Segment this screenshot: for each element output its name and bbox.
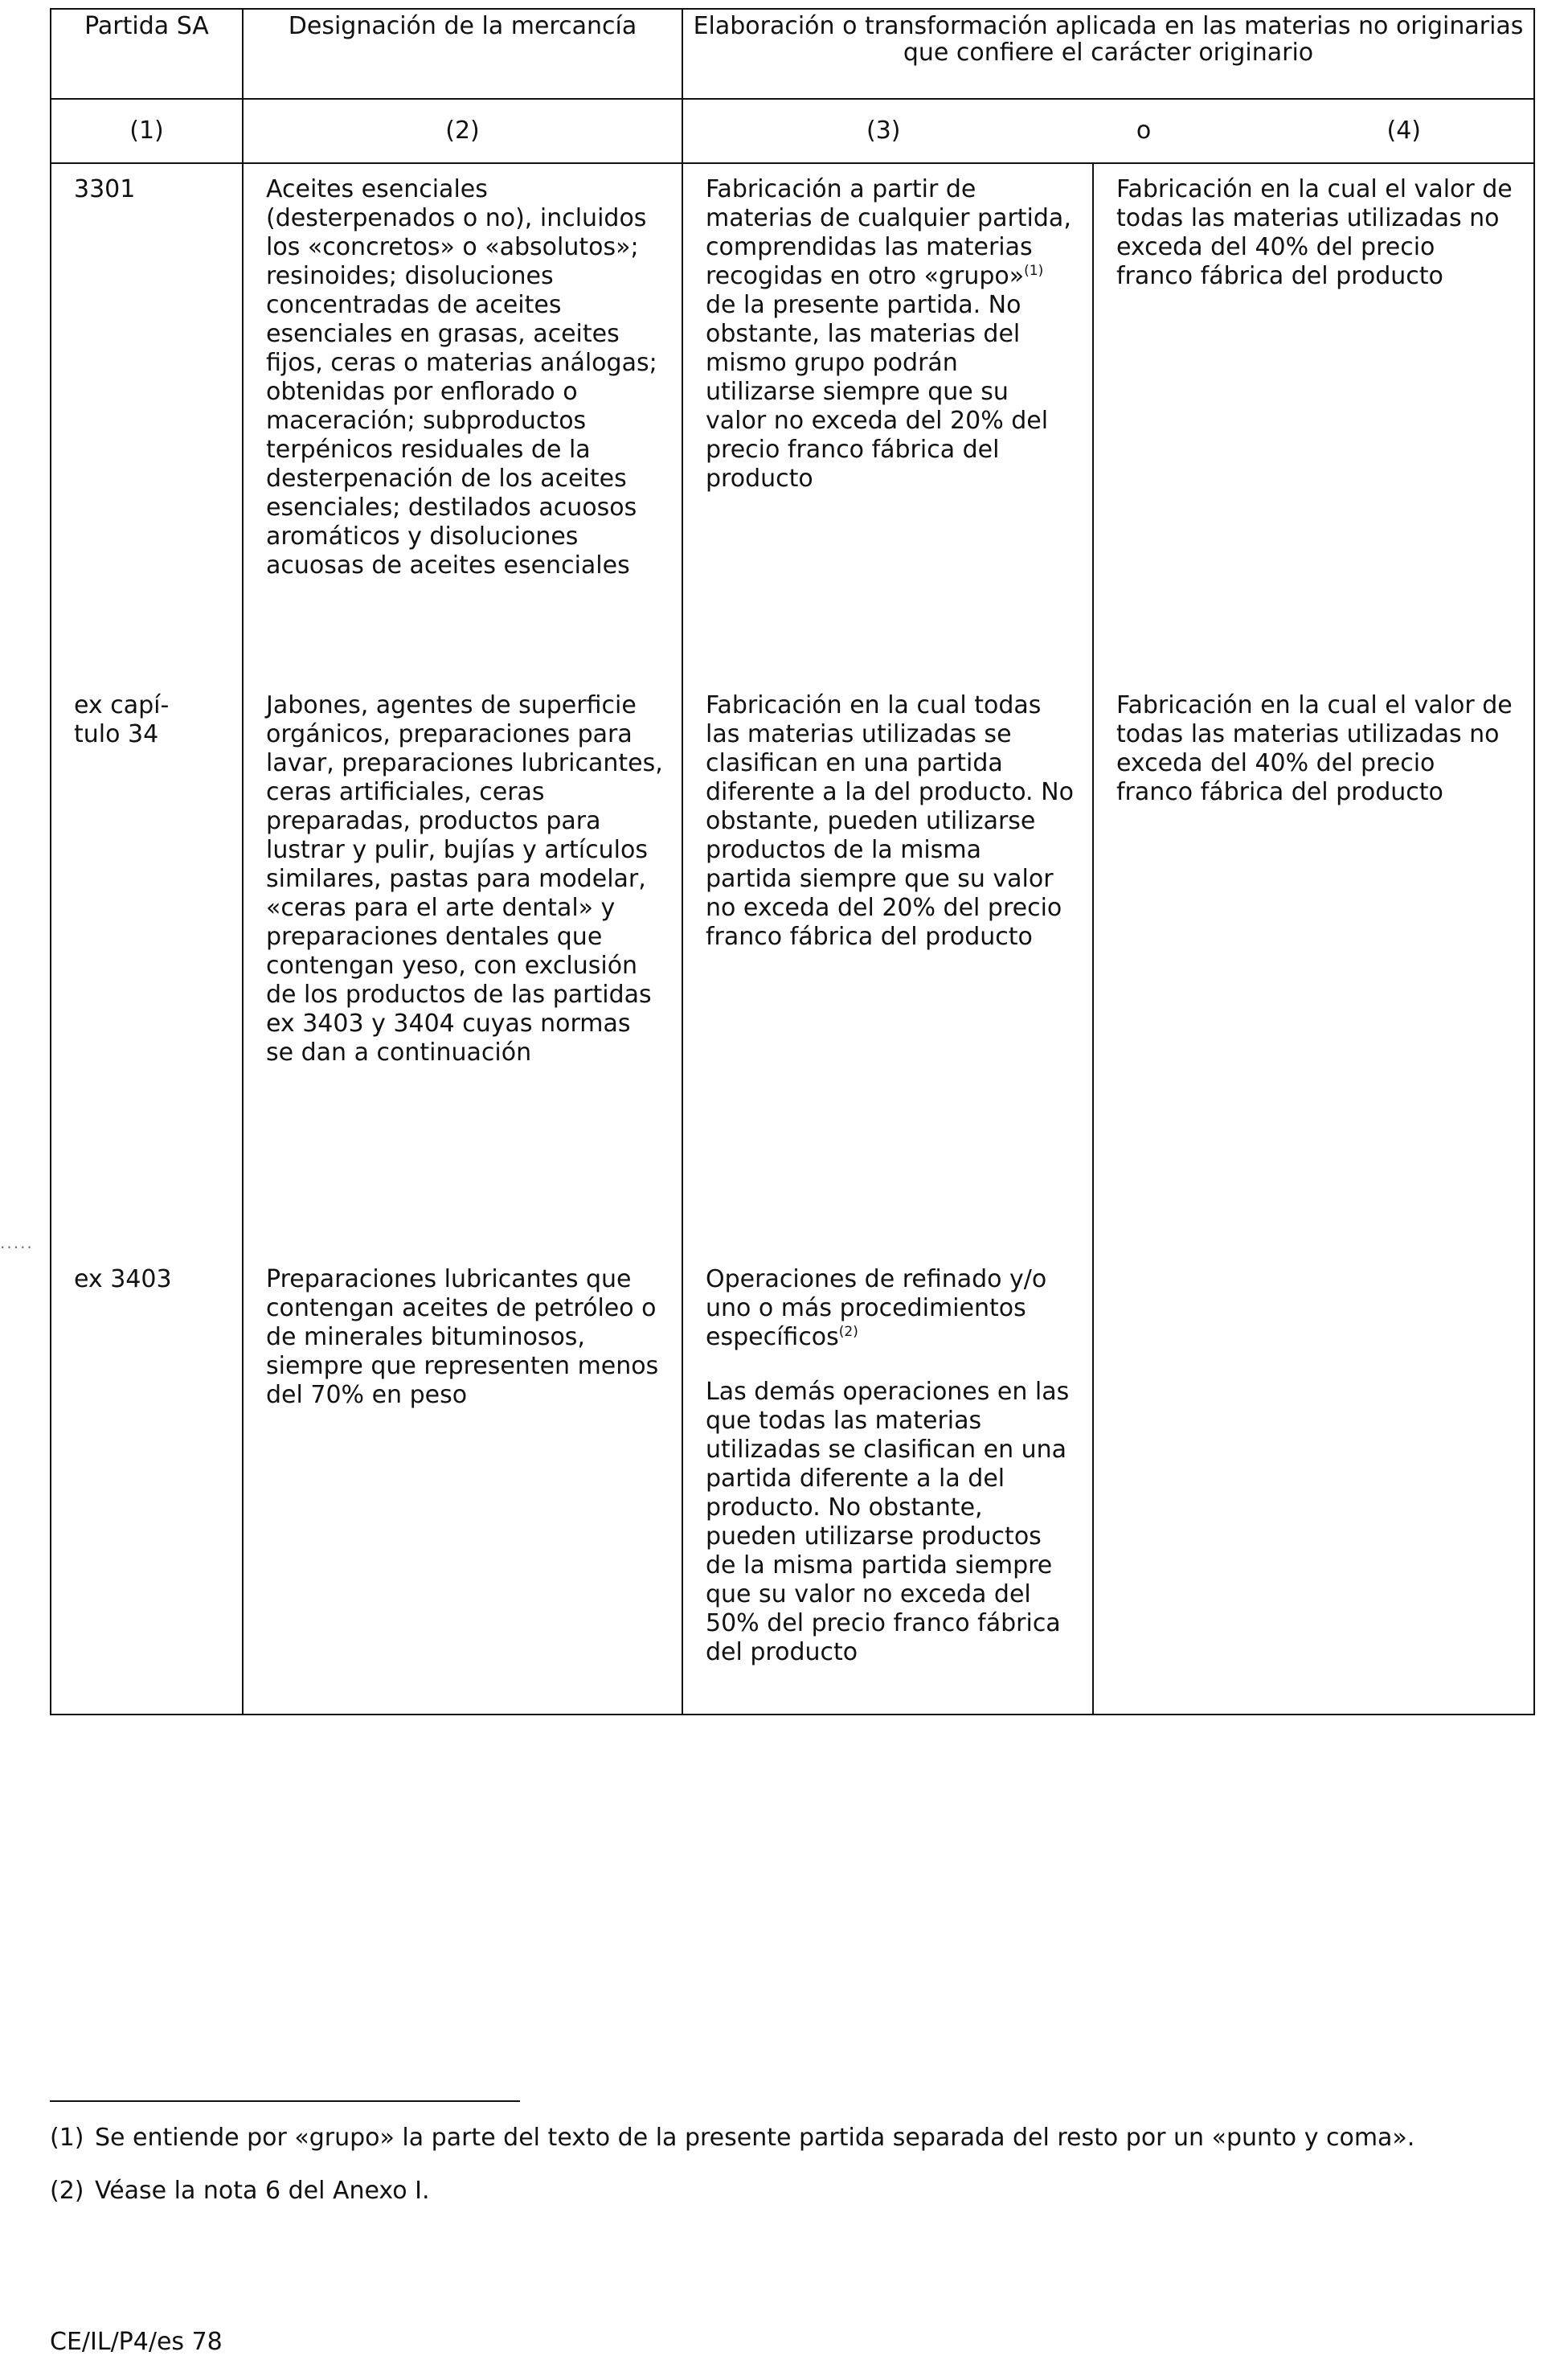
column-number-3: (3) xyxy=(866,117,901,145)
document-reference: CE/IL/P4/es 78 xyxy=(50,2328,223,2356)
rule-4-text: Fabricación en la cual el valor de todas las materias utilizadas no exceda del 40% del precio franco fábrica del producto xyxy=(1116,691,1513,806)
column-number-1: (1) xyxy=(51,99,243,163)
rule-3-cell xyxy=(682,672,1093,1246)
header-elaboracion: Elaboración o transformación aplicada en las materias no originarias que confiere el carácter originario xyxy=(682,9,1534,99)
column-or-label: o xyxy=(1136,117,1152,145)
rule-4-text xyxy=(1094,1246,1533,1284)
footnote-divider xyxy=(50,2100,520,2102)
rule-4-text: Fabricación en la cual el valor de todas las materias utilizadas no exceda del 40% del precio franco fábrica del producto xyxy=(1116,175,1513,290)
rule-3-text-part2: de la presente partida. No obstante, las materias del mismo grupo podrán utilizarse siempre que su valor no exceda del 20% del precio franco fábrica del producto xyxy=(706,291,1049,493)
table-header-row xyxy=(51,9,1534,99)
product-description: Aceites esenciales (desterpenados o no), incluidos los «concretos» o «absolutos»; resinoides; disoluciones concentradas de aceites esenciales en grasas, aceites fijos, ceras o materias análogas; obtenidas por enflorado o maceración; subproductos terpénicos residuales de la desterpenación de los aceites esenciales; destilados acuosos aromáticos y disoluciones acuosas de aceites esenciales xyxy=(266,175,657,580)
rule-4-cell xyxy=(1093,1246,1534,1715)
description-cell xyxy=(243,163,682,672)
description-cell xyxy=(243,672,682,1246)
rule-3-cell xyxy=(682,163,1093,672)
rule-3-text: Fabricación en la cual todas las materias utilizadas se clasifican en una partida diferente a la del producto. No obstante, pueden utilizarse productos de la misma partida siempre que su valor no exceda del 20% del precio franco fábrica del producto xyxy=(706,691,1074,951)
product-description: Jabones, agentes de superficie orgánicos, preparaciones para lavar, preparaciones lubricantes, ceras artificiales, ceras preparadas, productos para lustrar y pulir, bujías y artículos similares, pastas para modelar, «ceras para el arte dental» y preparaciones dentales que contengan yeso, con exclusión de los productos de las partidas ex 3403 y 3404 cuyas normas se dan a continuación xyxy=(266,691,663,1067)
footnote-ref-2: (2) xyxy=(838,1324,858,1340)
product-description: Preparaciones lubricantes que contengan aceites de petróleo o de minerales bituminosos, siempre que representen menos del 70% en peso xyxy=(266,1265,659,1409)
heading-code: ex 3403 xyxy=(74,1265,172,1293)
description-cell xyxy=(243,1246,682,1715)
scan-mark: ····· xyxy=(0,1238,34,1257)
header-partida-sa: Partida SA xyxy=(51,9,243,99)
footnote xyxy=(50,2123,1533,2153)
table-row xyxy=(51,163,1534,672)
column-number-2: (2) xyxy=(243,99,682,163)
heading-code: ex capí- tulo 34 xyxy=(74,691,170,748)
heading-cell xyxy=(51,672,243,1246)
rule-3-text-part1: Operaciones de refinado y/o uno o más procedimientos específicos xyxy=(706,1265,1047,1351)
footnotes xyxy=(50,2123,1533,2229)
footnote-marker: (2) xyxy=(50,2177,84,2205)
heading-code: 3301 xyxy=(74,175,136,203)
table-row xyxy=(51,1246,1534,1715)
heading-cell xyxy=(51,1246,243,1715)
heading-cell xyxy=(51,163,243,672)
rule-3-cell xyxy=(682,1246,1093,1715)
header-designacion: Designación de la mercancía xyxy=(243,9,682,99)
rule-3-text-part2: Las demás operaciones en las que todas las materias utilizadas se clasifican en una partida diferente a la del producto. No obstante, pueden utilizarse productos de la misma partida siempre que su valor no exceda del 50% del precio franco fábrica del producto xyxy=(706,1378,1070,1666)
origin-rules-table xyxy=(50,8,1535,1715)
footnote-ref-1: (1) xyxy=(1024,263,1044,279)
rule-3-text xyxy=(683,1246,1092,1714)
rule-3-text-part1: Fabricación a partir de materias de cualquier partida, comprendidas las materias recogidas en otro «grupo» xyxy=(706,175,1071,290)
rule-3-text xyxy=(683,164,1092,672)
rule-4-cell xyxy=(1093,163,1534,672)
footnote-marker: (1) xyxy=(50,2124,84,2152)
rule-4-cell xyxy=(1093,672,1534,1246)
table-row xyxy=(51,672,1534,1246)
footnote-text: Se entiende por «grupo» la parte del texto de la presente partida separada del resto por un «punto y coma». xyxy=(95,2124,1415,2152)
footnote xyxy=(50,2176,1533,2206)
column-number-3-4 xyxy=(682,99,1534,163)
footnote-text: Véase la nota 6 del Anexo I. xyxy=(95,2177,430,2205)
column-number-4: (4) xyxy=(1386,117,1422,145)
column-number-row xyxy=(51,99,1534,163)
